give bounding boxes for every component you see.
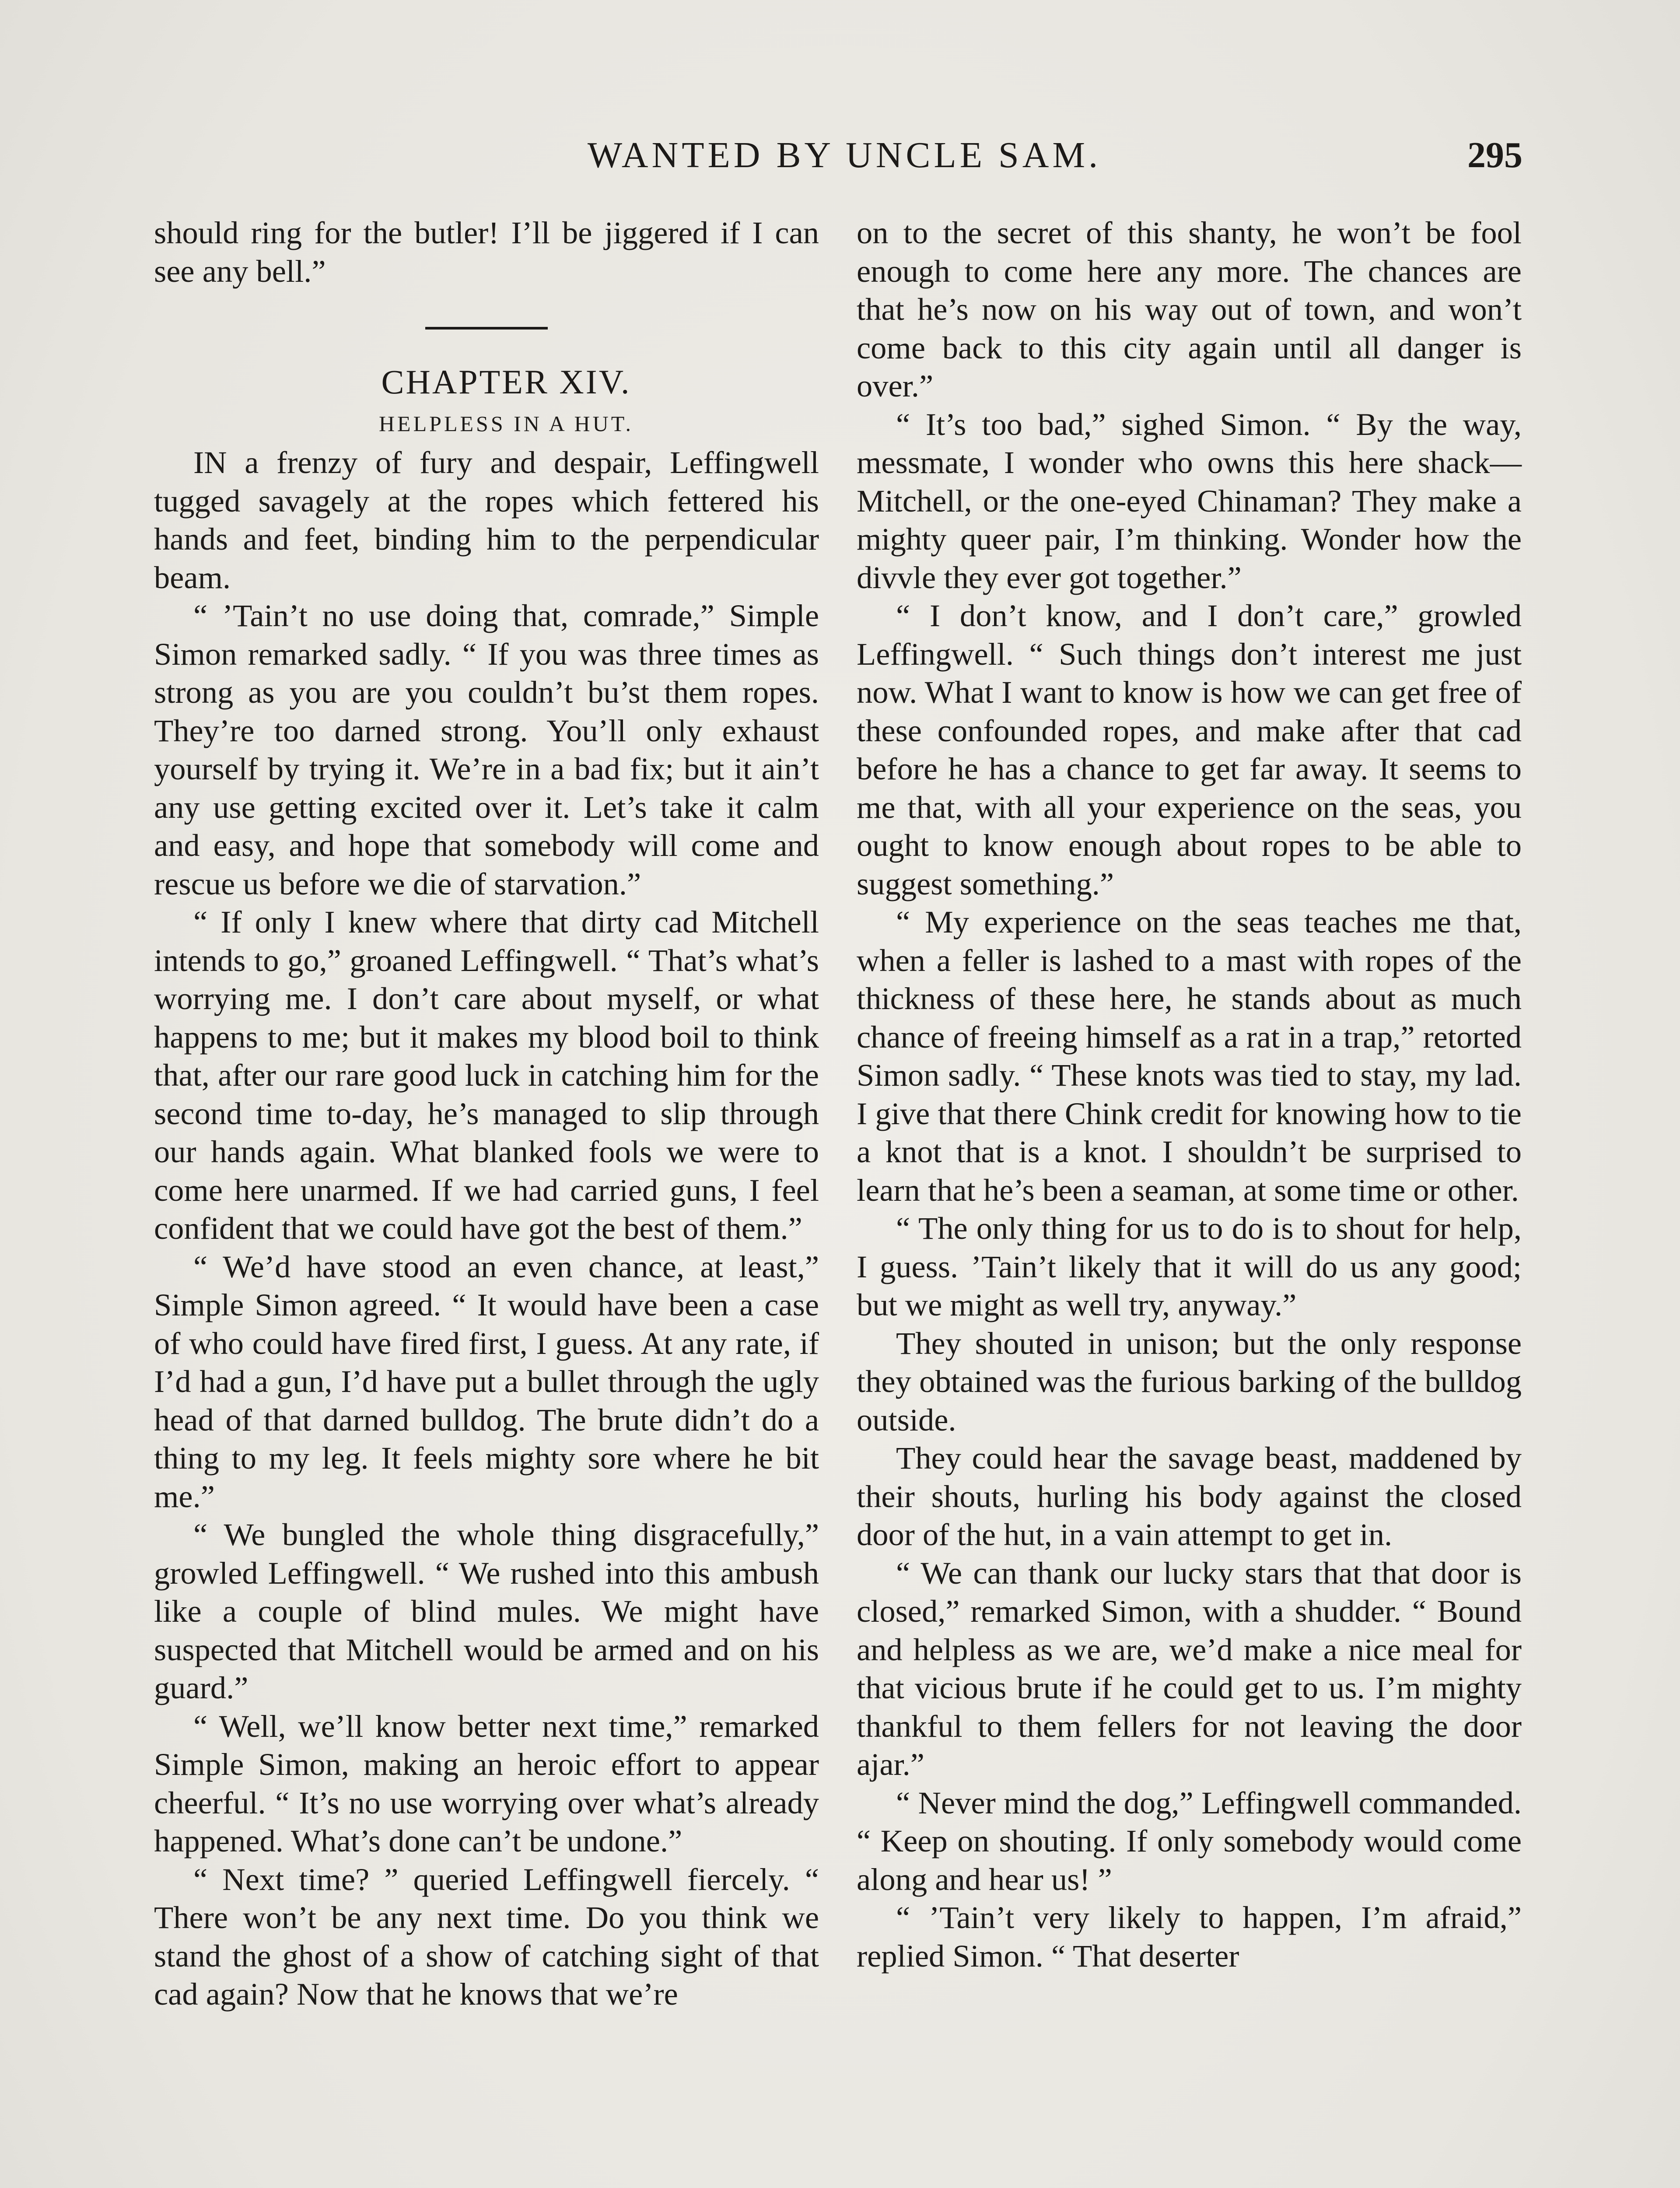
running-head: WANTED BY UNCLE SAM. <box>587 135 1102 175</box>
paragraph: IN a frenzy of fury and despair, Leffingwell tugged savagely at the ropes which fettered his hands and feet, binding him to the perpendicular beam. <box>154 445 819 595</box>
paragraph: “ If only I knew where that dirty cad Mitchell intends to go,” groaned Leffingwell. “ That’s what’s worrying me. I don’t care about myself, or what happens to me; but it makes my blood boil to think that, after our rare good luck in catching him for the second time to-day, he’s managed to slip through our hands again. What blanked fools we were to come here unarmed. If we had carried guns, I feel confident that we could have got the best of them.” <box>154 904 819 1246</box>
paragraph: “ I don’t know, and I don’t care,” growled Leffingwell. “ Such things don’t interest me just now. What I want to know is how we can get free of these confounded ropes, and make after that cad before he has a chance to get far away. It seems to me that, with all your experience on the seas, you ought to know enough about ropes to be able to suggest something.” <box>857 598 1522 901</box>
paragraph: should ring for the butler! I’ll be jiggered if I can see any bell.” <box>154 215 819 289</box>
paragraph: “ We can thank our lucky stars that that door is closed,” remarked Simon, with a shudder. “ Bound and helpless as we are, we’d make a nice meal for that vicious brute if he could get to us. I’m mighty thankful to them fellers for not leaving the door ajar.” <box>857 1555 1522 1782</box>
paragraph: on to the secret of this shanty, he won’t be fool enough to come here any more. The chances are that he’s now on his way out of town, and won’t come back to this city again until all danger is over.” <box>857 215 1522 403</box>
page-number: 295 <box>1467 135 1522 175</box>
paragraph: “ ’Tain’t no use doing that, comrade,” Simple Simon remarked sadly. “ If you was three times as strong as you are you couldn’t bu’st them ropes. They’re too darned strong. You’ll only exhaust yourself by trying it. We’re in a bad fix; but it ain’t any use getting excited over it. Let’s take it calm and easy, and hope that somebody will come and rescue us before we die of starvation.” <box>154 598 819 901</box>
paragraph: “ ’Tain’t very likely to happen, I’m afraid,” replied Simon. “ That deserter <box>857 1900 1522 1974</box>
paragraph: “ We’d have stood an even chance, at least,” Simple Simon agreed. “ It would have been a case of who could have fired first, I guess. At any rate, if I’d had a gun, I’d have put a bullet through the ugly head of that darned bulldog. The brute didn’t do a thing to my leg. It feels mighty sore where he bit me.” <box>154 1248 819 1514</box>
section-divider <box>425 327 548 330</box>
right-column <box>857 214 1522 1975</box>
paragraph: “ It’s too bad,” sighed Simon. “ By the way, messmate, I wonder who owns this here shack—Mitchell, or the one-eyed Chinaman? They make a mighty queer pair, I’m thinking. Wonder how the divvle they ever got together.” <box>857 406 1522 595</box>
paragraph: “ My experience on the seas teaches me that, when a feller is lashed to a mast with ropes of the thickness of these here, he stands about as much chance of freeing himself as a rat in a trap,” retorted Simon sadly. “ These knots was tied to stay, my lad. I give that there Chink credit for knowing how to tie a knot that is a knot. I shouldn’t be surprised to learn that he’s been a seaman, at some time or other. <box>857 904 1522 1208</box>
paragraph: They shouted in unison; but the only response they obtained was the furious barking of the bulldog outside. <box>857 1325 1522 1438</box>
paragraph: “ Well, we’ll know better next time,” remarked Simple Simon, making an heroic effort to appear cheerful. “ It’s no use worrying over what’s already happened. What’s done can’t be undone.” <box>154 1708 819 1858</box>
paragraph: “ Next time? ” queried Leffingwell fiercely. “ There won’t be any next time. Do you think we stand the ghost of a show of catching sight of that cad again? Now that he knows that we’re <box>154 1861 819 2012</box>
left-column <box>154 214 819 2013</box>
paragraph: “ We bungled the whole thing disgracefully,” growled Leffingwell. “ We rushed into this ambush like a couple of blind mules. We might have suspected that Mitchell would be armed and on his guard.” <box>154 1517 819 1705</box>
paragraph: They could hear the savage beast, maddened by their shouts, hurling his body against the closed door of the hut, in a vain attempt to get in. <box>857 1440 1522 1552</box>
paragraph: “ The only thing for us to do is to shout for help, I guess. ’Tain’t likely that it will do us any good; but we might as well try, anyway.” <box>857 1210 1522 1322</box>
paragraph: “ Never mind the dog,” Leffingwell commanded. “ Keep on shouting. If only somebody would come along and hear us! ” <box>857 1785 1522 1897</box>
chapter-number: CHAPTER XIV. <box>381 363 631 401</box>
chapter-title: HELPLESS IN A HUT. <box>378 411 634 436</box>
